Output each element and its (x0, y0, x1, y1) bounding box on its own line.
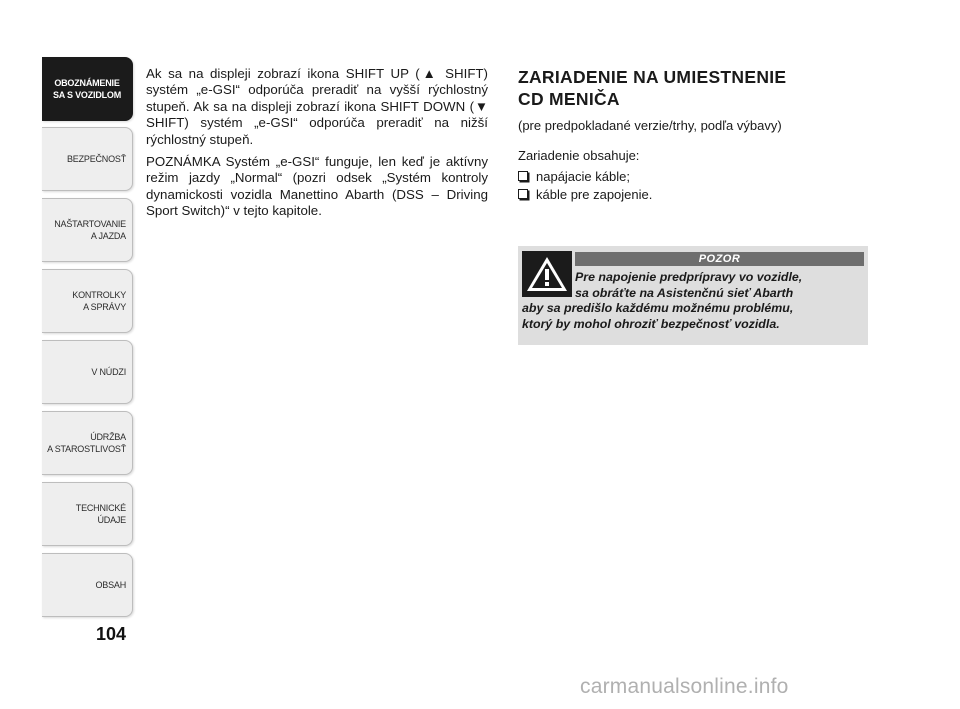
tab-v-nudzi[interactable] (42, 340, 133, 404)
contains-label: Zariadenie obsahuje: (518, 148, 640, 163)
list-item-text: napájacie káble; (536, 169, 630, 184)
warning-line-4: ktorý by mohol ohroziť bezpečnosť vozidla. (522, 316, 780, 331)
warning-line-1: Pre napojenie predprípravy vo vozidle, (575, 270, 803, 284)
tab-nastartovanie[interactable] (42, 198, 133, 262)
tab-technicke-udaje[interactable] (42, 482, 133, 546)
tab-udrzba[interactable] (42, 411, 133, 475)
availability-note: (pre predpokladané verzie/trhy, podľa výbavy) (518, 118, 782, 133)
warning-box (518, 246, 868, 345)
list-item-text: káble pre zapojenie. (536, 187, 653, 202)
tab-label: OBOZNÁMENIE SA S VOZIDLOM (52, 78, 122, 100)
tab-bezpecnost[interactable] (42, 127, 133, 191)
checkbox-bullet-icon (518, 189, 528, 199)
tab-obsah[interactable] (42, 553, 133, 617)
tab-oboznamenie[interactable] (42, 57, 133, 121)
page-number: 104 (96, 624, 127, 644)
heading-line-2: CD MENIČA (518, 89, 620, 109)
right-column (518, 66, 868, 204)
tab-label: TECHNICKÉ ÚDAJE (75, 503, 126, 525)
note-paragraph: POZNÁMKA Systém „e-GSI“ funguje, len keď je aktívny režim jazdy „Normal“ (pozri odsek „Systém kontroly dynamickosti vozidla Manettino Abarth (DSS – Driving Sport Switch)“ v tejto kapitole. (146, 154, 488, 219)
tab-kontrolky[interactable] (42, 269, 133, 333)
tab-label: KONTROLKY A SPRÁVY (72, 290, 126, 312)
tab-label: BEZPEČNOSŤ (66, 154, 126, 164)
warning-line-2: sa obráťte na Asistenčnú sieť Abarth (575, 285, 794, 300)
tab-label: ÚDRŽBA A STAROSTLIVOSŤ (47, 432, 126, 454)
shift-paragraph: Ak sa na displeji zobrazí ikona SHIFT UP (▲ SHIFT) systém „e-GSI“ odporúča preradiť na vyšší rýchlostný stupeň. Ak sa na displeji zobrazí ikona SHIFT DOWN (▼ SHIFT) systém „e-GSI“ odporúča preradiť na nižší rýchlostný stupeň. (146, 66, 488, 147)
list-item (518, 168, 868, 186)
watermark: carmanualsonline.info (580, 675, 789, 698)
tab-label: OBSAH (95, 580, 126, 590)
heading-line-1: ZARIADENIE NA UMIESTNENIE (518, 67, 787, 87)
contents-list (518, 168, 868, 204)
tab-label: V NÚDZI (91, 367, 126, 377)
tab-label: NAŠTARTOVANIE A JAZDA (54, 219, 126, 241)
checkbox-bullet-icon (518, 171, 528, 181)
warning-text (522, 270, 862, 332)
list-item (518, 186, 868, 204)
warning-line-3: aby sa predišlo každému možnému problému, (522, 301, 794, 316)
left-column (146, 66, 488, 226)
chapter-sidebar (42, 57, 133, 617)
warning-title: POZOR (575, 252, 864, 266)
section-heading (518, 66, 868, 110)
